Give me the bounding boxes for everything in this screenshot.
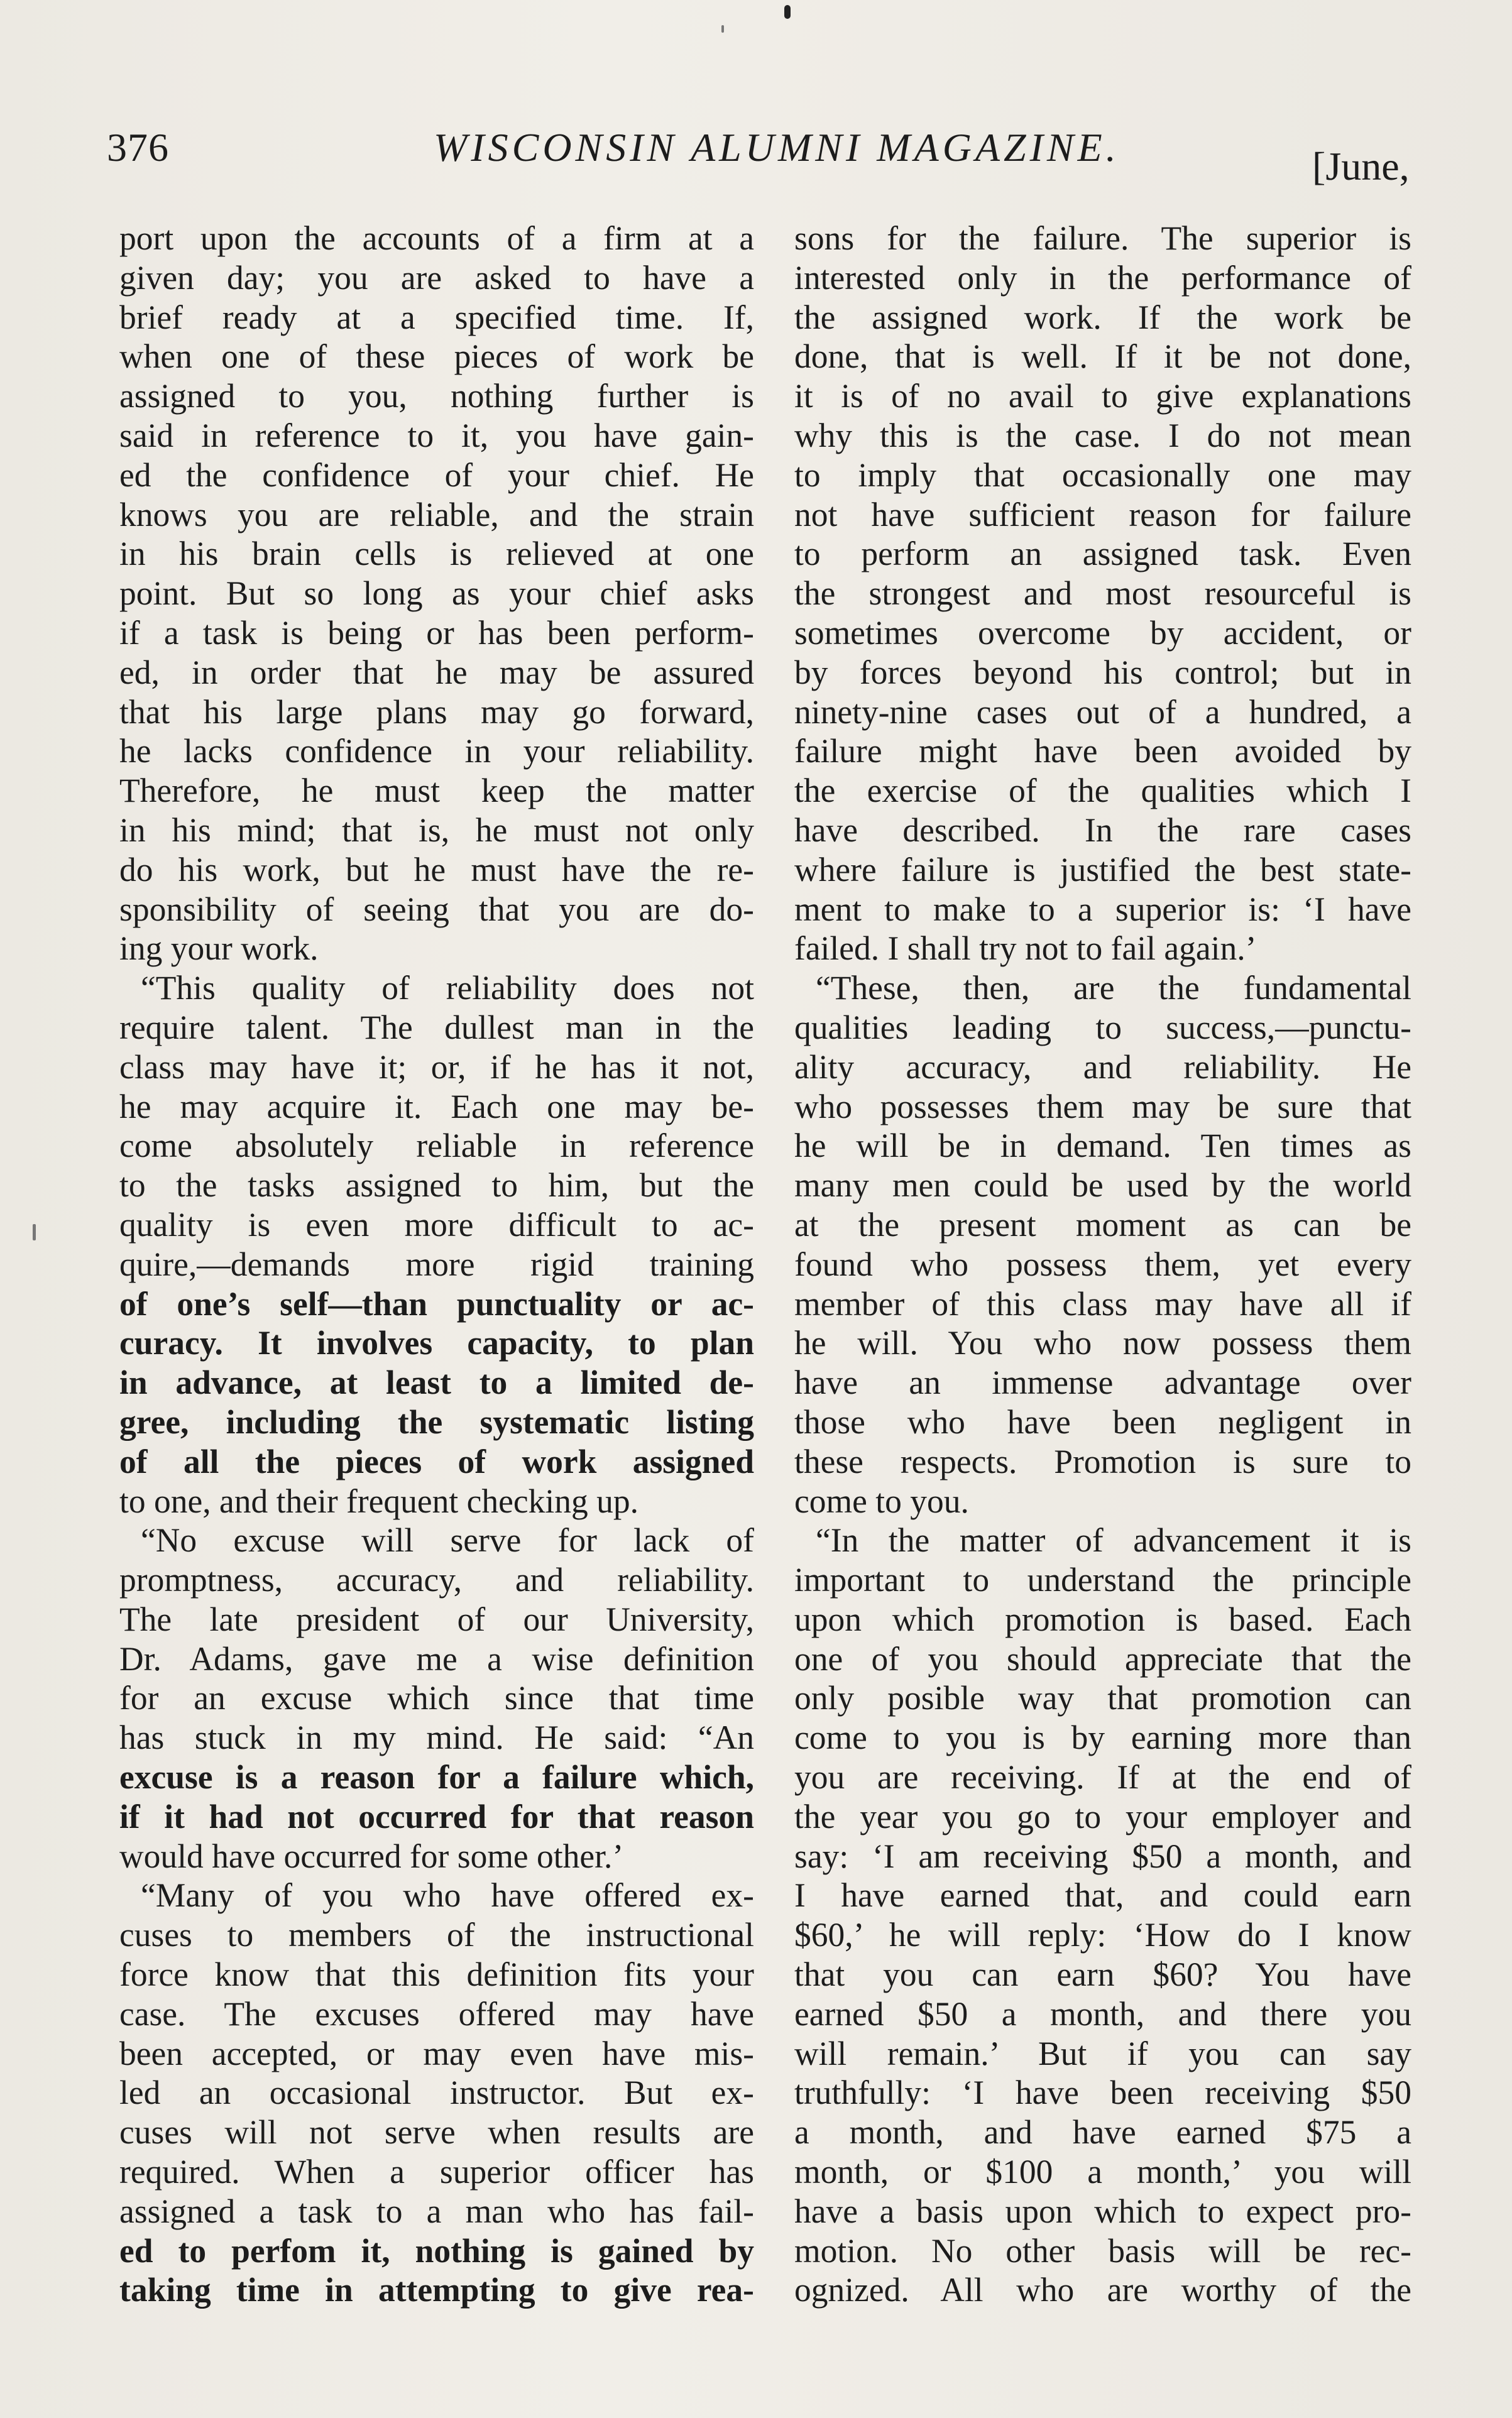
- text-line: have a basis upon which to expect pro-: [794, 2192, 1411, 2230]
- text-line: a month, and have earned $75 a: [794, 2113, 1411, 2152]
- text-line: that you can earn $60? You have: [794, 1956, 1411, 1994]
- text-line: ed to perfom it, nothing is gained by: [119, 2231, 754, 2270]
- text-line: “These, then, are the fundamental: [816, 969, 1411, 1007]
- text-line: to perform an assigned task. Even: [794, 535, 1411, 573]
- text-line: qualities leading to success,—punctu-: [794, 1008, 1411, 1046]
- text-line: point. But so long as your chief asks: [119, 574, 754, 613]
- ink-speck: [721, 25, 724, 33]
- text-line: “No excuse will serve for lack of: [141, 1521, 754, 1560]
- text-line: force know that this definition fits your: [119, 1956, 754, 1994]
- text-line: do his work, but he must have the re-: [119, 850, 754, 889]
- text-line: by forces beyond his control; but in: [794, 653, 1411, 691]
- text-line: where failure is justified the best state-: [794, 850, 1411, 889]
- text-line: failed. I shall try not to fail again.’: [794, 929, 1257, 968]
- text-line: ed, in order that he may be assured: [119, 653, 754, 691]
- text-line: say: ‘I am receiving $50 a month, and: [794, 1837, 1411, 1875]
- text-line: been accepted, or may even have mis-: [119, 2034, 754, 2072]
- text-line: curacy. It involves capacity, to plan: [119, 1324, 754, 1362]
- text-line: motion. No other basis will be rec-: [794, 2231, 1411, 2270]
- text-line: in his brain cells is relieved at one: [119, 535, 754, 573]
- text-line: these respects. Promotion is sure to: [794, 1442, 1411, 1480]
- text-line: member of this class may have all if: [794, 1284, 1411, 1323]
- text-line: has stuck in my mind. He said: “An: [119, 1719, 754, 1757]
- ink-speck: [33, 1224, 36, 1240]
- text-line: the assigned work. If the work be: [794, 298, 1411, 336]
- text-line: upon which promotion is based. Each: [794, 1600, 1411, 1638]
- text-line: gree, including the systematic listing: [119, 1403, 754, 1441]
- text-line: sometimes overcome by accident, or: [794, 613, 1411, 652]
- page-number: 376: [107, 125, 169, 170]
- text-line: at the present moment as can be: [794, 1205, 1411, 1244]
- text-line: to imply that occasionally one may: [794, 456, 1411, 494]
- text-line: class may have it; or, if he has it not,: [119, 1048, 754, 1086]
- text-line: why this is the case. I do not mean: [794, 416, 1411, 454]
- text-line: when one of these pieces of work be: [119, 337, 754, 376]
- text-line: he will. You who now possess them: [794, 1324, 1411, 1362]
- text-line: quality is even more difficult to ac-: [119, 1205, 754, 1244]
- text-line: found who possess them, yet every: [794, 1245, 1411, 1283]
- text-line: promptness, accuracy, and reliability.: [119, 1561, 754, 1599]
- text-line: cuses will not serve when results are: [119, 2113, 754, 2152]
- text-line: come to you.: [794, 1482, 969, 1520]
- text-line: “This quality of reliability does not: [141, 969, 754, 1007]
- text-line: require talent. The dullest man in the: [119, 1008, 754, 1046]
- text-line: who possesses them may be sure that: [794, 1087, 1411, 1125]
- text-line: brief ready at a specified time. If,: [119, 298, 754, 336]
- text-line: many men could be used by the world: [794, 1166, 1411, 1205]
- ink-speck: [784, 5, 791, 19]
- text-line: he may acquire it. Each one may be-: [119, 1087, 754, 1125]
- text-line: Therefore, he must keep the matter: [119, 772, 754, 810]
- text-line: will remain.’ But if you can say: [794, 2034, 1411, 2072]
- text-line: taking time in attempting to give rea-: [119, 2271, 754, 2309]
- text-line: “In the matter of advancement it is: [816, 1521, 1411, 1560]
- text-line: important to understand the principle: [794, 1561, 1411, 1599]
- text-line: ment to make to a superior is: ‘I have: [794, 890, 1411, 928]
- text-line: it is of no avail to give explanations: [794, 377, 1411, 415]
- text-line: ing your work.: [119, 929, 319, 968]
- text-line: he lacks confidence in your reliability.: [119, 732, 754, 770]
- text-line: ognized. All who are worthy of the: [794, 2271, 1411, 2309]
- text-line: given day; you are asked to have a: [119, 258, 754, 297]
- text-line: Dr. Adams, gave me a wise definition: [119, 1639, 754, 1678]
- text-line: have an immense advantage over: [794, 1364, 1411, 1402]
- text-line: case. The excuses offered may have: [119, 1994, 754, 2033]
- text-line: have described. In the rare cases: [794, 811, 1411, 849]
- text-line: of all the pieces of work assigned: [119, 1442, 754, 1480]
- text-line: ality accuracy, and reliability. He: [794, 1048, 1411, 1086]
- text-line: the year you go to your employer and: [794, 1797, 1411, 1835]
- text-line: said in reference to it, you have gain-: [119, 416, 754, 454]
- text-line: in his mind; that is, he must not only: [119, 811, 754, 849]
- text-line: earned $50 a month, and there you: [794, 1994, 1411, 2033]
- text-line: knows you are reliable, and the strain: [119, 495, 754, 533]
- left-text-column: [119, 219, 754, 2310]
- text-line: assigned to you, nothing further is: [119, 377, 754, 415]
- text-line: interested only in the performance of: [794, 258, 1411, 297]
- text-line: “Many of you who have offered ex-: [141, 1876, 754, 1915]
- text-line: led an occasional instructor. But ex-: [119, 2074, 754, 2112]
- text-line: sons for the failure. The superior is: [794, 219, 1411, 257]
- right-text-column: [794, 219, 1411, 2310]
- text-line: only posible way that promotion can: [794, 1679, 1411, 1717]
- text-line: if a task is being or has been perform-: [119, 613, 754, 652]
- text-line: the exercise of the qualities which I: [794, 772, 1411, 810]
- text-line: of one’s self—than punctuality or ac-: [119, 1284, 754, 1323]
- text-line: he will be in demand. Ten times as: [794, 1127, 1411, 1165]
- text-line: month, or $100 a month,’ you will: [794, 2153, 1411, 2191]
- text-line: failure might have been avoided by: [794, 732, 1411, 770]
- text-line: if it had not occurred for that reason: [119, 1797, 754, 1835]
- text-line: quire,—demands more rigid training: [119, 1245, 754, 1283]
- text-line: to the tasks assigned to him, but the: [119, 1166, 754, 1205]
- text-line: truthfully: ‘I have been receiving $50: [794, 2074, 1411, 2112]
- text-line: to one, and their frequent checking up.: [119, 1482, 638, 1520]
- text-line: that his large plans may go forward,: [119, 692, 754, 731]
- text-line: ed the confidence of your chief. He: [119, 456, 754, 494]
- text-line: $60,’ he will reply: ‘How do I know: [794, 1916, 1411, 1954]
- text-line: come absolutely reliable in reference: [119, 1127, 754, 1165]
- text-line: done, that is well. If it be not done,: [794, 337, 1411, 376]
- text-line: required. When a superior officer has: [119, 2153, 754, 2191]
- text-line: the strongest and most resourceful is: [794, 574, 1411, 613]
- text-line: cuses to members of the instructional: [119, 1916, 754, 1954]
- text-line: I have earned that, and could earn: [794, 1876, 1411, 1915]
- text-line: would have occurred for some other.’: [119, 1837, 624, 1875]
- text-line: those who have been negligent in: [794, 1403, 1411, 1441]
- text-line: excuse is a reason for a failure which,: [119, 1758, 754, 1797]
- running-title: WISCONSIN ALUMNI MAGAZINE.: [434, 125, 1120, 170]
- text-line: port upon the accounts of a firm at a: [119, 219, 754, 257]
- text-line: you are receiving. If at the end of: [794, 1758, 1411, 1797]
- text-line: assigned a task to a man who has fail-: [119, 2192, 754, 2230]
- issue-date: [June,: [1312, 144, 1410, 189]
- text-line: not have sufficient reason for failure: [794, 495, 1411, 533]
- text-line: The late president of our University,: [119, 1600, 754, 1638]
- text-line: sponsibility of seeing that you are do-: [119, 890, 754, 928]
- text-line: for an excuse which since that time: [119, 1679, 754, 1717]
- text-line: ninety-nine cases out of a hundred, a: [794, 692, 1411, 731]
- text-line: one of you should appreciate that the: [794, 1639, 1411, 1678]
- text-line: come to you is by earning more than: [794, 1719, 1411, 1757]
- text-line: in advance, at least to a limited de-: [119, 1364, 754, 1402]
